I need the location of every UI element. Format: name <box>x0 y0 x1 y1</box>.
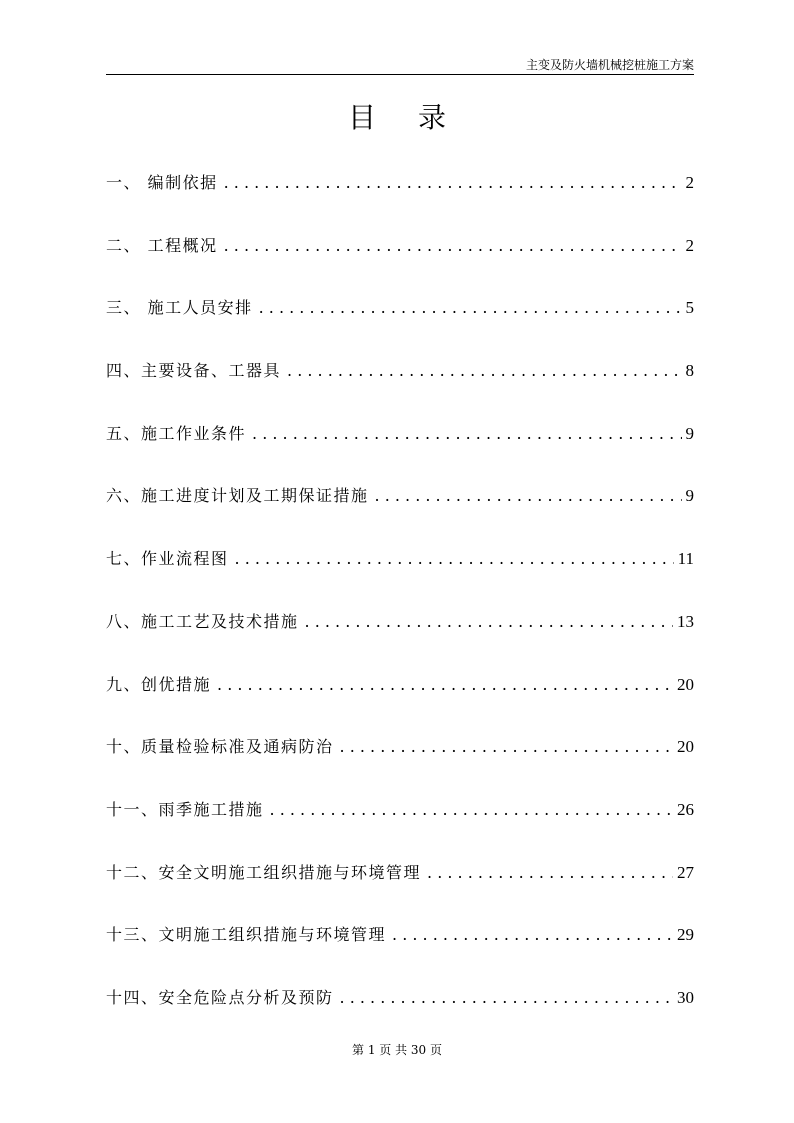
toc-entry-page: 20 <box>677 674 694 694</box>
toc-leader-dots <box>252 419 681 449</box>
toc-leader-dots <box>305 607 673 637</box>
toc-entry-3[interactable] <box>106 293 694 356</box>
toc-leader-dots <box>427 858 673 888</box>
toc-entry-page: 20 <box>677 737 694 757</box>
toc-entry-12[interactable] <box>106 858 694 921</box>
running-header <box>106 56 694 75</box>
toc-entry-14[interactable] <box>106 983 694 1046</box>
toc-entry-1[interactable] <box>106 168 694 231</box>
toc-entry-label: 九、创优措施 <box>106 674 212 694</box>
toc-entry-label: 七、作业流程图 <box>106 549 229 569</box>
page-number-info: 第 1 页 共 30 页 <box>352 1043 442 1057</box>
toc-entry-label: 一、 编制依据 <box>106 173 218 192</box>
page-footer <box>0 1041 794 1059</box>
toc-leader-dots <box>224 168 682 198</box>
toc-entry-11[interactable] <box>106 795 694 858</box>
toc-entry-label: 十三、文明施工组织措施与环境管理 <box>106 925 387 945</box>
table-of-contents <box>106 168 694 1046</box>
toc-entry-page: 2 <box>685 235 694 255</box>
toc-entry-page: 2 <box>685 173 694 192</box>
toc-entry-page: 13 <box>677 611 694 631</box>
toc-entry-page: 11 <box>677 549 694 569</box>
header-title: 主变及防火墙机械挖桩施工方案 <box>525 58 694 72</box>
toc-entry-label: 五、施工作业条件 <box>106 423 247 443</box>
toc-entry-label: 十一、雨季施工措施 <box>106 799 264 819</box>
toc-entry-4[interactable] <box>106 356 694 419</box>
toc-entry-label: 三、 施工人员安排 <box>106 298 253 318</box>
toc-entry-page: 26 <box>677 799 694 819</box>
toc-entry-page: 8 <box>685 361 694 381</box>
toc-entry-page: 29 <box>677 925 694 945</box>
toc-leader-dots <box>340 732 673 762</box>
toc-leader-dots <box>392 920 673 950</box>
toc-entry-label: 四、主要设备、工器具 <box>106 361 282 381</box>
toc-leader-dots <box>340 983 673 1013</box>
toc-entry-page: 5 <box>685 298 694 318</box>
toc-entry-9[interactable] <box>106 670 694 733</box>
toc-entry-label: 二、 工程概况 <box>106 235 218 255</box>
toc-entry-8[interactable] <box>106 607 694 670</box>
toc-entry-label: 十四、安全危险点分析及预防 <box>106 987 334 1007</box>
toc-entry-5[interactable] <box>106 419 694 482</box>
toc-entry-6[interactable] <box>106 481 694 544</box>
toc-leader-dots <box>235 544 674 574</box>
toc-entry-page: 30 <box>677 987 694 1007</box>
toc-leader-dots <box>259 293 682 323</box>
toc-entry-label: 十二、安全文明施工组织措施与环境管理 <box>106 862 422 882</box>
toc-entry-label: 十、质量检验标准及通病防治 <box>106 737 334 757</box>
toc-entry-13[interactable] <box>106 920 694 983</box>
toc-entry-7[interactable] <box>106 544 694 607</box>
toc-leader-dots <box>287 356 681 386</box>
toc-leader-dots <box>217 670 673 700</box>
toc-entry-page: 27 <box>677 862 694 882</box>
toc-entry-10[interactable] <box>106 732 694 795</box>
toc-title: 目录 <box>347 101 488 134</box>
toc-leader-dots <box>270 795 673 825</box>
toc-leader-dots <box>375 481 682 511</box>
toc-entry-page: 9 <box>685 423 694 443</box>
toc-entry-label: 六、施工进度计划及工期保证措施 <box>106 486 369 506</box>
toc-leader-dots <box>224 231 682 261</box>
toc-entry-2[interactable] <box>106 231 694 294</box>
toc-entry-page: 9 <box>685 486 694 506</box>
toc-entry-label: 八、施工工艺及技术措施 <box>106 611 299 631</box>
